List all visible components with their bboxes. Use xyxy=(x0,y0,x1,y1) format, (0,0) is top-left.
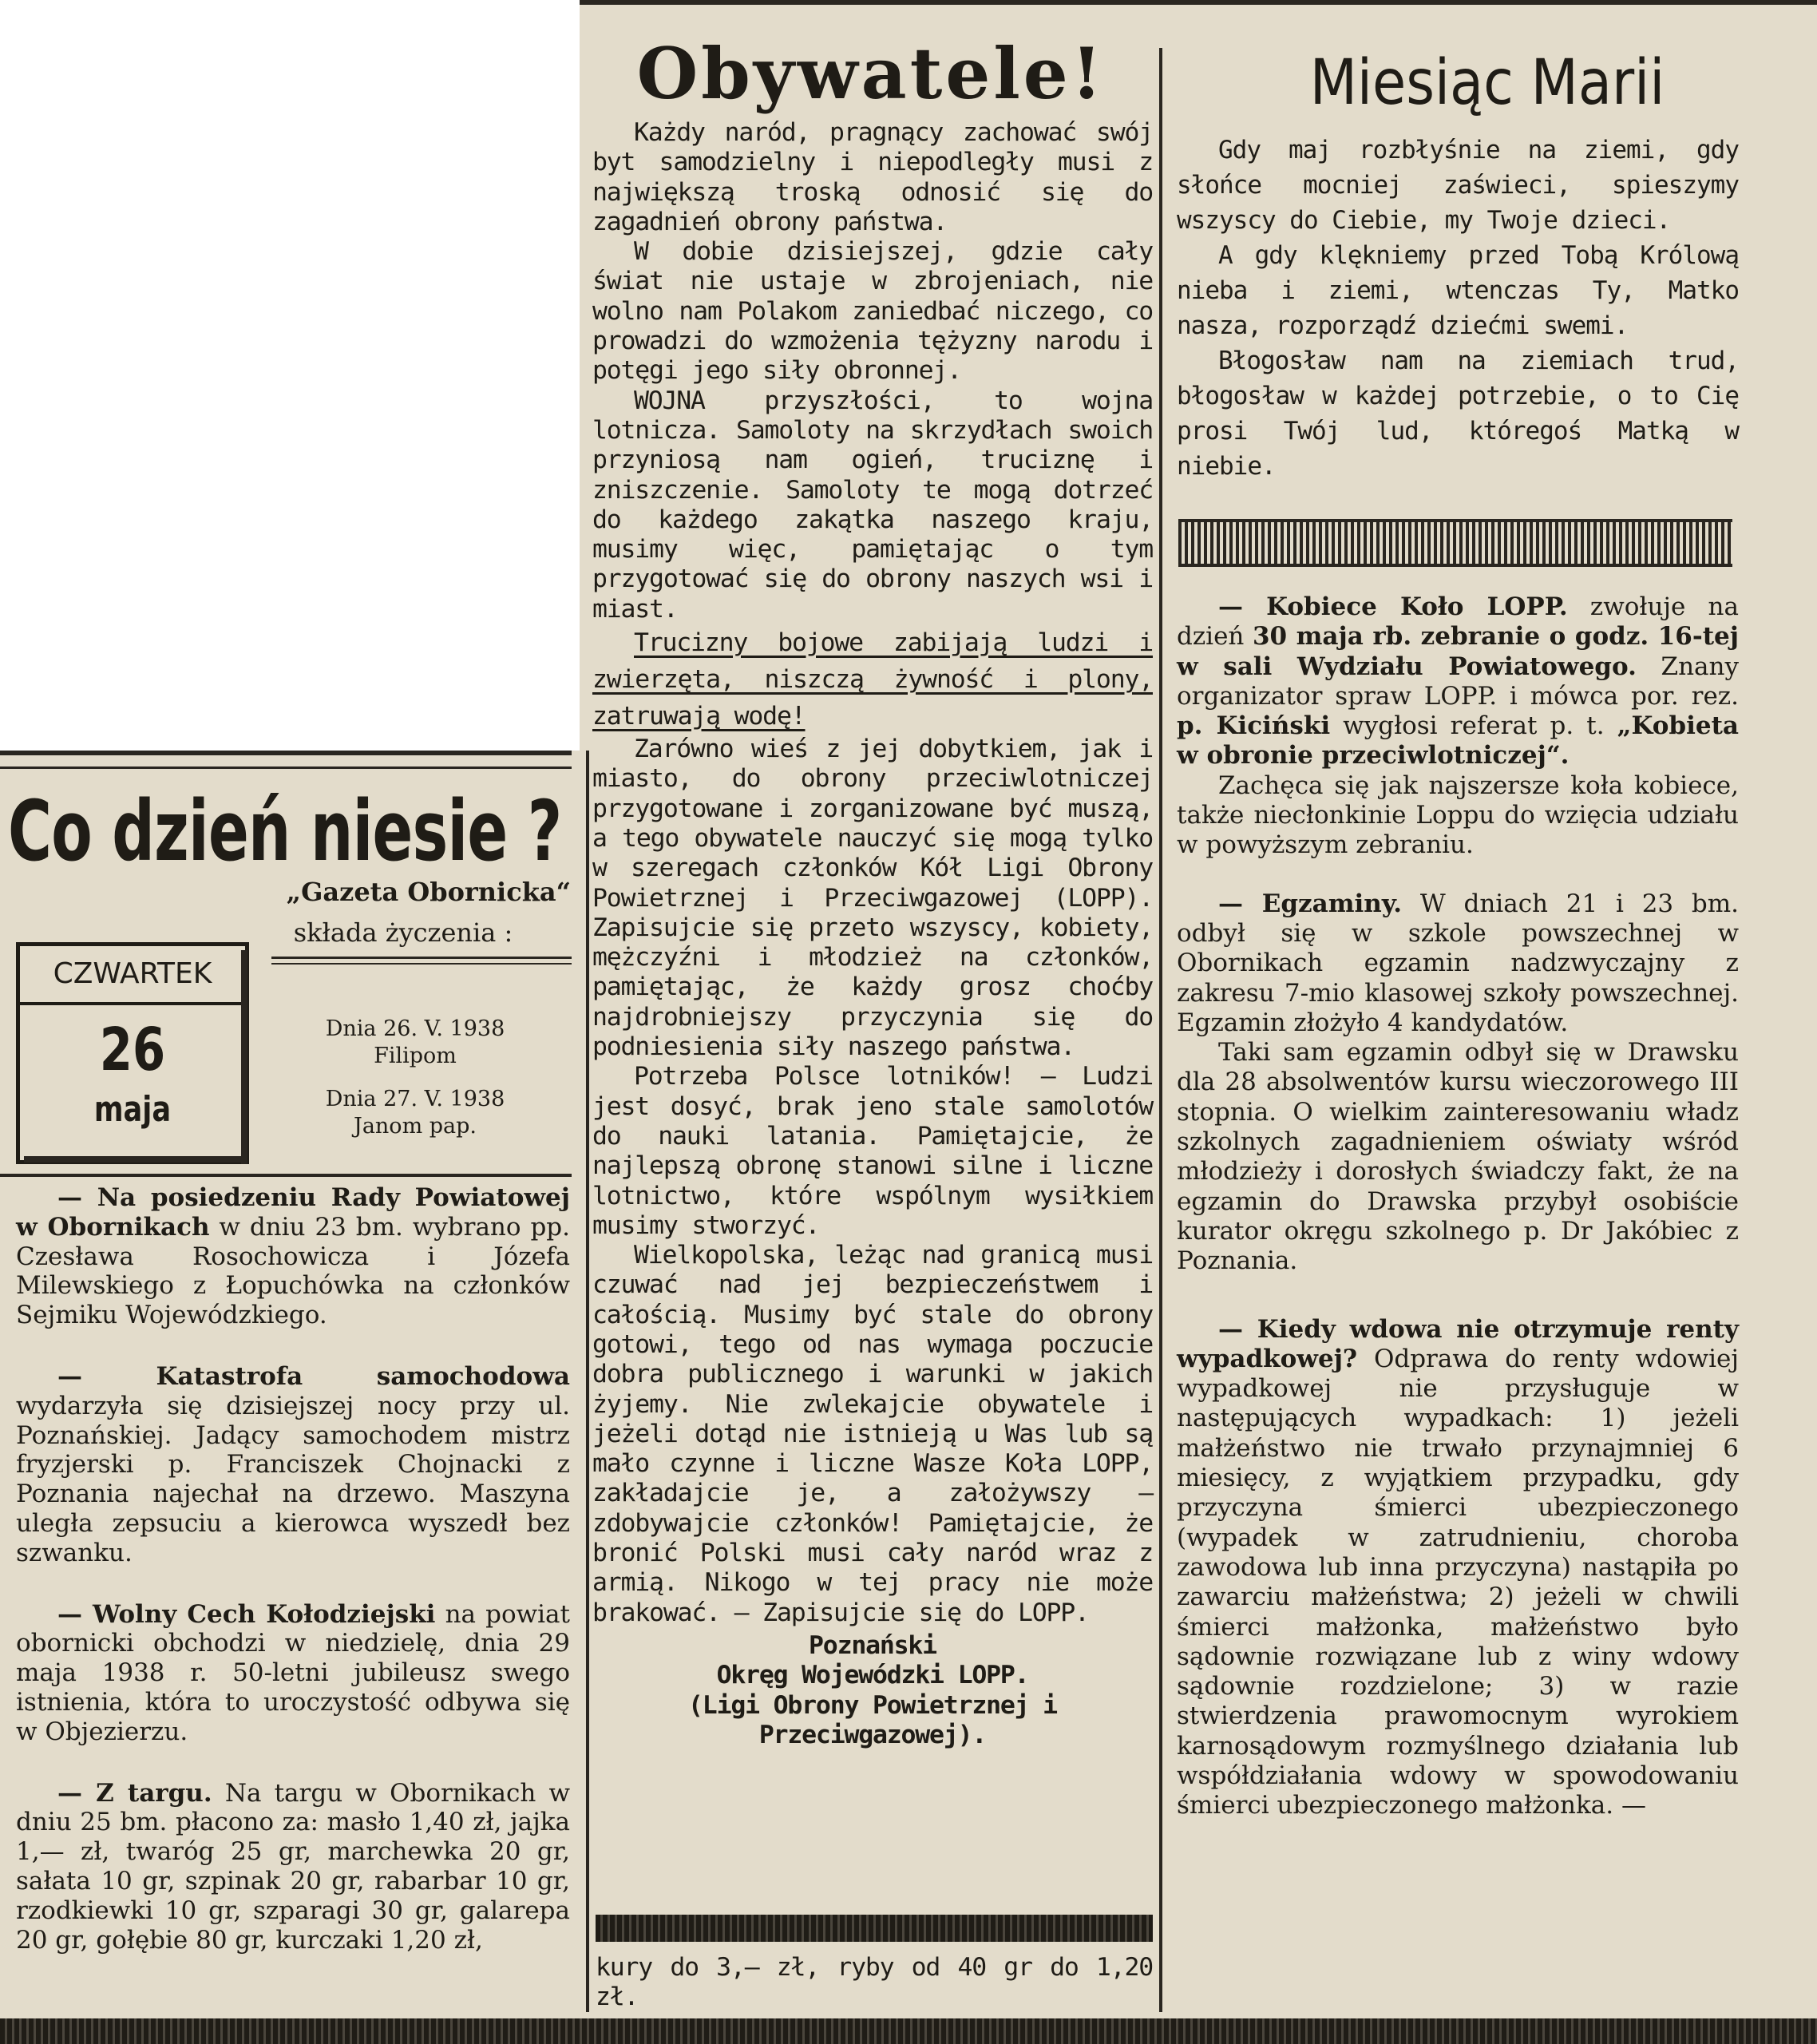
box-top-rule-thin xyxy=(0,766,572,769)
middle-bottom-bar xyxy=(596,1915,1153,1942)
middle-p4 xyxy=(592,624,1153,735)
article-kolo-lopp xyxy=(1177,592,1739,771)
greeting-line: składa życzenia : xyxy=(293,917,513,948)
middle-p1: Każdy naród, pragnący zachować swój byt samodzielny i niepodległy musi z największą troską odnosić się do zagadnień obrony państwa. xyxy=(592,118,1153,236)
top-edge-rule xyxy=(580,0,1817,5)
article-egzaminy-p2: Taki sam egzamin odbył się w Drawsku dla 28 absolwentów kursu wieczorowego III stopnia. O wielkim zainteresowaniu władz szkolnych zagadnieniem oświaty wśród młodzieży i dorosłych świadczy fakt, że na egzamin do Drawska przybył osobiście kurator okręgu szkolnego p. Dr Jakóbiec z Poznania. xyxy=(1177,1038,1739,1276)
middle-p3: WOJNA przyszłości, to wojna lotnicza. Samoloty na skrzydłach swoich przyniosą nam ogień, truciznę i zniszczenie. Samoloty te mogą dotrzeć do każdego zakątka naszego kraju, musimy więc, pamiętając o tym przygotować się do obrony naszych wsi i miast. xyxy=(592,386,1153,624)
middle-p6: Potrzeba Polsce lotników! — Ludzi jest dosyć, brak jeno stale samolotów do nauki latania. Pamiętajcie, że najlepszą obronę stanowi silne i liczne lotnictwo, które wspólnym wysiłkiem musimy stworzyć. xyxy=(592,1062,1153,1240)
middle-column xyxy=(592,118,1153,1750)
poem-stanza-3: Błogosław nam na ziemiach trud, błogosław w każdej potrzebie, o to Cię prosi Twój lud, któregoś Matką w niebie. xyxy=(1177,347,1739,481)
middle-continuation-text: kury do 3,— zł, ryby od 40 gr do 1,20 zł. xyxy=(596,1953,1153,2012)
article-egzaminy-lead: — Egzaminy. xyxy=(1218,889,1403,918)
article-rada-text: w dniu 23 bm. wybrano pp. Czesława Rosochowicza i Józefa Milewskiego z Łopuchówka na członków Sejmiku Wojewódzkiego. xyxy=(16,1212,570,1330)
daily-box-title: Co dzień niesie ? xyxy=(8,782,562,880)
page-bottom-band xyxy=(0,2018,1817,2044)
greeting-underline-2 xyxy=(271,963,572,965)
article-kolo-lopp-p2: Zachęca się jak najszersze koła kobiece, także niecłonkinie Loppu do wzięcia udziału w powyższym zebraniu. xyxy=(1177,770,1739,860)
article-egzaminy xyxy=(1177,889,1739,1038)
middle-p4-text: Trucizny bojowe zabijają ludzi i zwierzęta, niszczą żywność i plony, zatruwają wodę! xyxy=(592,628,1153,731)
article-rada-lead: — Na posiedzeniu Rady Powiatowej w Obornikach xyxy=(16,1183,570,1242)
right-column xyxy=(1177,592,1739,1821)
article-katastrofa-text: wydarzyła się dzisiejszej nocy przy ul. Poznańskiej. Jadący samochodem mistrz fryzjerski p. Franciszek Chojnacki z Poznania najechał na drzewo. Maszyna uległa zepsuciu a kierowca wyszedł bez szwanku. xyxy=(16,1391,570,1567)
box-bottom-rule xyxy=(0,1174,572,1177)
middle-p5: Zarówno wieś z jej dobytkiem, jak i miasto, do obrony przeciwlotniczej przygotowane i zorganizowane być muszą, a tego obywatele nauczyć się mogą tylko w szeregach członków Kół Ligi Obrony Powietrznej i Przeciwgazowej (LOPP). Zapisujcie się przeto wszyscy, kobiety, mężczyźni i młodzież na członków, pamiętając, że każdy grosz choćby najdrobniejszy przyczynia się do podniesienia siły naszego państwa. xyxy=(592,735,1153,1062)
article-renta xyxy=(1177,1315,1739,1821)
middle-p2: W dobie dzisiejszej, gdzie cały świat nie ustaje w zbrojeniach, nie wolno nam Polakom zaniedbać niczego, co prowadzi do wzmożenia tężyzny narodu i potęgi jego siły obronnej. xyxy=(592,237,1153,386)
middle-continuation xyxy=(596,1953,1153,2013)
decorative-border xyxy=(1178,519,1732,567)
article-targ-lead: — Z targu. xyxy=(57,1778,212,1808)
article-cech-lead: — Wolny Cech Kołodziejski xyxy=(57,1599,436,1629)
article-cech xyxy=(16,1600,570,1747)
middle-signature-1: Poznański xyxy=(809,1630,936,1660)
middle-title: Obywatele! xyxy=(636,32,1106,115)
greeting-underline xyxy=(271,957,572,959)
column-rule-left xyxy=(586,751,589,2012)
poem-stanza-2: A gdy klękniemy przed Tobą Królową nieba i ziemi, wtenczas Ty, Matko nasza, rozporządź dziećmi swemi. xyxy=(1177,241,1739,340)
nameday-2-name: Janom pap. xyxy=(354,1114,477,1139)
article-kolo-lopp-text2: Znany organizator spraw LOPP. i mówca por. rez. xyxy=(1177,652,1739,711)
article-rada xyxy=(16,1183,570,1330)
nameday-1-name: Filipom xyxy=(374,1044,457,1068)
article-renta-text: Odprawa do renty wdowiej wypadkowej nie przysługuje w następujących wypadkach: 1) jeżeli małżeństwo nie trwało przynajmniej 6 miesięcy, z wyjątkiem przypadku, gdy przyczyna śmierci ubezpieczonego (wypadek w zatrudnieniu, choroba zawodowa lub inna przyczyna) nastąpiła po zawarciu małżeństwa; 2) jeżeli w chwili śmierci małżonka, małżeństwo było sądownie rozwiązane lub z winy wdowy sądownie rozdzielone; 3) w razie stwierdzenia prawomocnym wyrokiem karnosądowym rozmyślnego działania lub współdziałania wdowy w spowodowaniu śmierci ubezpieczonego małżonka. — xyxy=(1177,1344,1739,1820)
middle-signature-3: (Ligi Obrony Powietrznej i Przeciwgazowej). xyxy=(688,1690,1057,1749)
article-kolo-lopp-lead: — Kobiece Koło LOPP. xyxy=(1218,592,1568,621)
middle-signature-2: Okręg Wojewódzki LOPP. xyxy=(716,1661,1029,1690)
article-kolo-lopp-text1: zwołuje na dzień xyxy=(1177,592,1740,652)
nameday-1-date: Dnia 26. V. 1938 xyxy=(325,1016,505,1041)
right-poem xyxy=(1177,133,1739,484)
poem-stanza-1: Gdy maj rozbłyśnie na ziemi, gdy słońce mocniej zaświeci, spieszymy wszyscy do Ciebie, my Twoje dzieci. xyxy=(1177,136,1739,235)
nameday-2-date: Dnia 27. V. 1938 xyxy=(325,1087,505,1111)
article-targ xyxy=(16,1779,570,1955)
article-egzaminy-text: W dniach 21 i 23 bm. odbył się w szkole powszechnej w Obornikach egzamin nadzwyczajny z zakresu 7-mio klasowej szkoły powszechnej. Egzamin złożyło 4 kandydatów. xyxy=(1177,889,1740,1037)
left-column xyxy=(16,1183,570,1955)
article-katastrofa-lead: — Katastrofa samochodowa xyxy=(57,1361,570,1391)
box-top-rule xyxy=(0,751,572,755)
middle-p7: Wielkopolska, leżąc nad granicą musi czuwać nad jej bezpieczeństwem i całością. Musimy być stale do obrony gotowi, tego od nas wymaga poczucie dobra publicznego i warunki w jakich żyjemy. Nie zwlekajcie obywatele i jeżeli dotąd nie istnieją u Was lub są mało czynne i liczne Wasze Koła LOPP, zakładajcie je, a założywszy — zdobywajcie członków! Pamiętajcie, że bronić Polski musi cały naród wraz z armią. Nikogo w tej pracy nie może brakować. — Zapisujcie się do LOPP. xyxy=(592,1241,1153,1627)
right-title: Miesiąc Marii xyxy=(1309,47,1665,119)
calendar-day: 26 xyxy=(99,1016,166,1084)
article-katastrofa xyxy=(16,1362,570,1568)
calendar-box xyxy=(16,942,249,1164)
greeting-newspaper-name: „Gazeta Obornicka“ xyxy=(286,877,571,907)
article-kolo-lopp-bold3: „Kobieta w obronie przeciwlotniczej“. xyxy=(1177,711,1739,770)
article-kolo-lopp-text3: wygłosi referat p. t. xyxy=(1343,711,1605,741)
calendar-shadow-bottom xyxy=(24,1156,247,1163)
calendar-month: maja xyxy=(93,1089,172,1130)
column-rule-right xyxy=(1159,48,1162,2012)
article-renta-lead: — Kiedy wdowa nie otrzymuje renty wypadkowej? xyxy=(1177,1314,1739,1373)
calendar-weekday: CZWARTEK xyxy=(20,946,245,1005)
article-targ-text: Na targu w Obornikach w dniu 25 bm. płacono za: masło 1,40 zł, jajka 1,— zł, twaróg 25 gr, marchewka 20 gr, sałata 10 gr, szpinak 20 gr, rabarbar 10 gr, rzodkiewki 10 gr, szparagi 30 gr, galarepa 20 gr, gołębie 80 gr, kurczaki 1,20 zł, xyxy=(16,1778,570,1955)
article-kolo-lopp-bold1: 30 maja rb. zebranie o godz. 16-tej w sali Wydziału Powiatowego. xyxy=(1177,622,1739,681)
calendar-shadow-right xyxy=(241,950,247,1164)
article-kolo-lopp-bold2: p. Kiciński xyxy=(1177,711,1331,741)
article-cech-text: na powiat obornicki obchodzi w niedzielę, dnia 29 maja 1938 r. 50-letni jubileusz swego istnienia, która to uroczystość odbywa się w Objezierzu. xyxy=(16,1599,571,1746)
